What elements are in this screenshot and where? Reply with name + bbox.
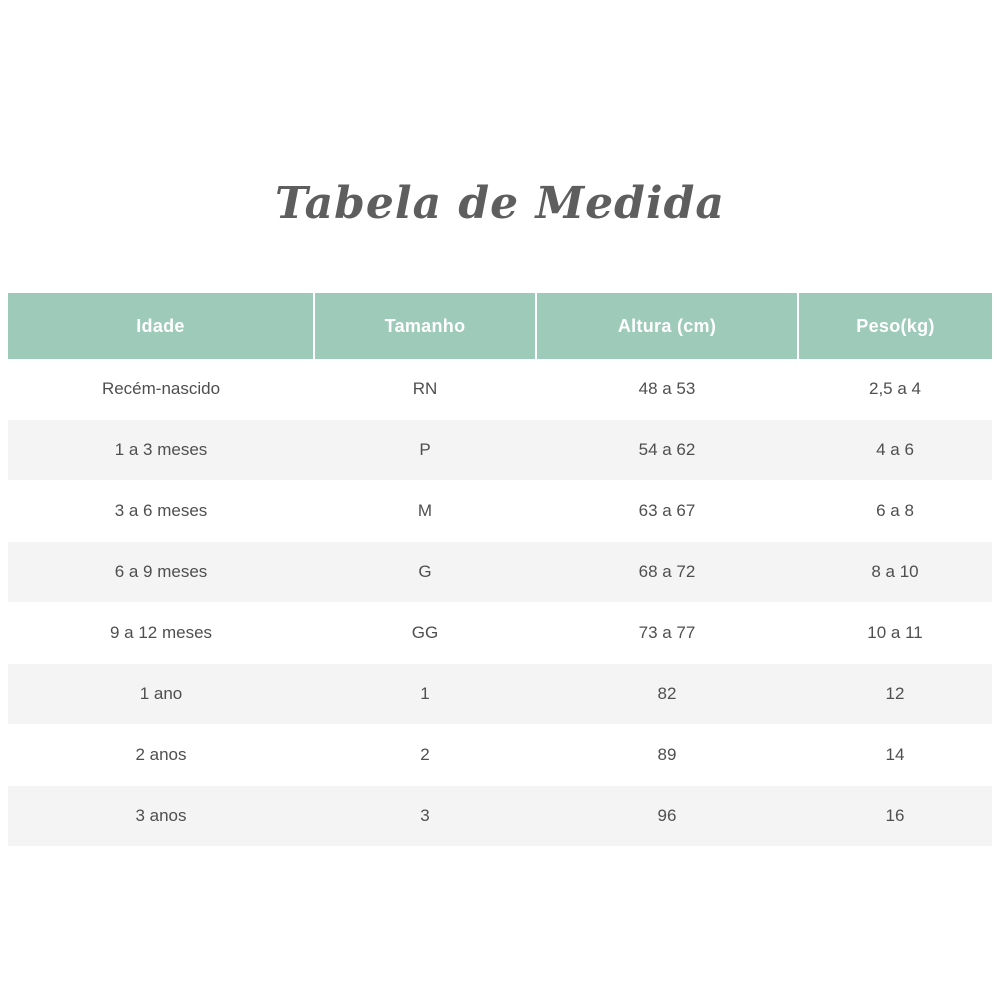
cell-altura: 68 a 72 bbox=[536, 542, 798, 603]
table-body bbox=[8, 359, 992, 847]
table-row bbox=[8, 786, 992, 847]
cell-peso: 16 bbox=[798, 786, 992, 847]
cell-tamanho: G bbox=[314, 542, 536, 603]
cell-idade: 3 a 6 meses bbox=[8, 481, 314, 542]
cell-altura: 54 a 62 bbox=[536, 420, 798, 481]
cell-idade: 6 a 9 meses bbox=[8, 542, 314, 603]
cell-peso: 8 a 10 bbox=[798, 542, 992, 603]
cell-tamanho: 3 bbox=[314, 786, 536, 847]
page-title: Tabela de Medida bbox=[275, 178, 725, 229]
cell-idade: 3 anos bbox=[8, 786, 314, 847]
table-row bbox=[8, 359, 992, 420]
table-header-row bbox=[8, 293, 992, 359]
cell-tamanho: 2 bbox=[314, 725, 536, 786]
table-row bbox=[8, 603, 992, 664]
cell-tamanho: M bbox=[314, 481, 536, 542]
column-header-idade: Idade bbox=[8, 293, 314, 359]
cell-idade: 1 ano bbox=[8, 664, 314, 725]
cell-altura: 96 bbox=[536, 786, 798, 847]
column-header-peso: Peso(kg) bbox=[798, 293, 992, 359]
cell-altura: 89 bbox=[536, 725, 798, 786]
cell-idade: 2 anos bbox=[8, 725, 314, 786]
size-table bbox=[8, 293, 992, 847]
table-row bbox=[8, 664, 992, 725]
cell-tamanho: P bbox=[314, 420, 536, 481]
cell-peso: 10 a 11 bbox=[798, 603, 992, 664]
cell-idade: Recém-nascido bbox=[8, 359, 314, 420]
cell-peso: 4 a 6 bbox=[798, 420, 992, 481]
cell-altura: 48 a 53 bbox=[536, 359, 798, 420]
cell-peso: 14 bbox=[798, 725, 992, 786]
table-header bbox=[8, 293, 992, 359]
cell-tamanho: GG bbox=[314, 603, 536, 664]
cell-altura: 82 bbox=[536, 664, 798, 725]
table-row bbox=[8, 725, 992, 786]
cell-altura: 73 a 77 bbox=[536, 603, 798, 664]
cell-tamanho: RN bbox=[314, 359, 536, 420]
table-row bbox=[8, 542, 992, 603]
cell-peso: 12 bbox=[798, 664, 992, 725]
cell-idade: 9 a 12 meses bbox=[8, 603, 314, 664]
column-header-tamanho: Tamanho bbox=[314, 293, 536, 359]
column-header-altura: Altura (cm) bbox=[536, 293, 798, 359]
table-row bbox=[8, 481, 992, 542]
cell-tamanho: 1 bbox=[314, 664, 536, 725]
cell-idade: 1 a 3 meses bbox=[8, 420, 314, 481]
cell-peso: 2,5 a 4 bbox=[798, 359, 992, 420]
cell-peso: 6 a 8 bbox=[798, 481, 992, 542]
cell-altura: 63 a 67 bbox=[536, 481, 798, 542]
size-table-container bbox=[8, 293, 992, 847]
table-row bbox=[8, 420, 992, 481]
